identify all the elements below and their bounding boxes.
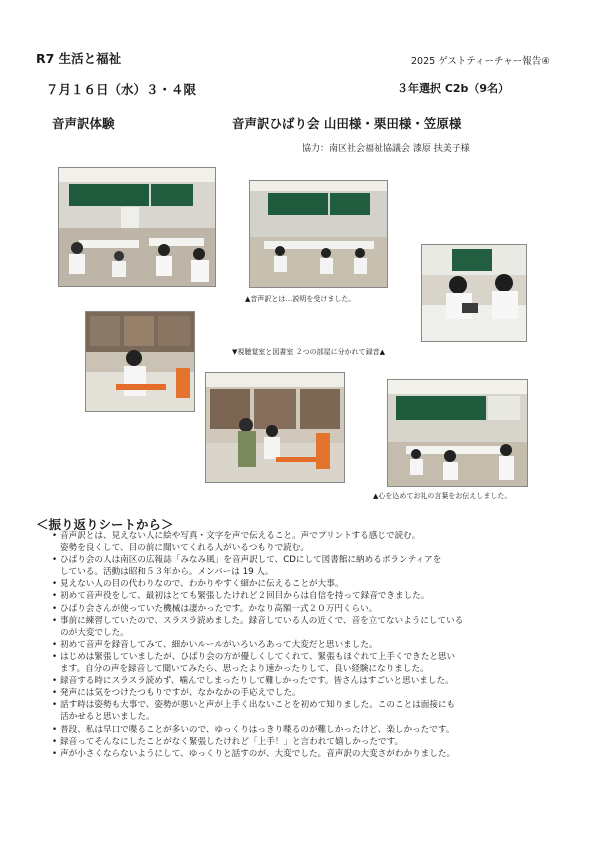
- caption-thanks: ▲心を込めてお礼の言葉をお伝えしました。: [373, 492, 512, 500]
- guest-names: 音声訳ひばり会 山田様・栗田様・笠原様: [232, 116, 462, 131]
- reflection-item: • 話す時は姿勢も大事で、姿勢が悪いと声が上手く出ないことを初めて知りました。このことは面接にも: [52, 699, 562, 711]
- reflection-item: • 見えない人の目の代わりなので、わかりやすく細かに伝えることが大事。: [52, 578, 562, 590]
- photo-classroom-thanks: [387, 379, 528, 487]
- reflection-item: • 普段、私は早口で喋ることが多いので、ゆっくりはっきり喋るのが難しかったけど、楽しかったです。: [52, 724, 562, 736]
- reflection-item: • ひばり会の人は南区の広報誌「みなみ風」を音声訳して、CDにして図書館に納めるボランティアを: [52, 554, 562, 566]
- cooperation-note: 協力：南区社会福祉協議会 漆原 扶美子様: [302, 144, 470, 154]
- reflection-item: • 録音ってそんなにしたことがなく緊張したけれど「上手！」と言われて嬉しかったです。: [52, 736, 562, 748]
- reflection-item: • 初めて音声役をして、最初はとても緊張したけれど２回目からは自信を持って録音できました。: [52, 590, 562, 602]
- reflection-item: • 声が小さくならないようにして、ゆっくりと話すのが、大変でした。音声訳の大変さがわかりました。: [52, 748, 562, 760]
- lesson-date: ７月１６日（水）３・４限: [46, 82, 197, 97]
- reflection-item: • 初めて音声を録音してみて、細かいルールがいろいろあって大変だと思いました。: [52, 639, 562, 651]
- reflection-item: ます。自分の声を録音して聞いてみたら、思ったより速かったりして、良い経験になりました。: [60, 664, 429, 675]
- reflection-item: のが大変でした。: [60, 627, 129, 638]
- reflection-item: • 録音する時にスラスラ読めず、噛んでしまったりして難しかったです。皆さんはすごいと思いました。: [52, 675, 562, 687]
- caption-explanation: ▲音声訳とは…説明を受けました。: [245, 295, 356, 303]
- activity-title: 音声訳体験: [52, 116, 115, 131]
- reflection-item: • はじめは緊張していましたが、ひばり会の方が優しくしてくれて、緊張もほぐれて上手くできたと思い: [52, 651, 562, 663]
- reflection-list: [52, 530, 562, 760]
- reflection-title: ＜振り返りシートから＞: [36, 517, 174, 532]
- photo-recording-closeup: [421, 244, 527, 342]
- reflection-item: • 音声訳とは、見えない人に絵や写真・文字を声で伝えること。声でプリントする感じで読む。: [52, 530, 562, 542]
- reflection-item: している。活動は昭和５３年から。メンバーは 19 人。: [60, 567, 274, 578]
- course-title: R7 生活と福祉: [36, 51, 122, 66]
- photo-library-recording: [85, 311, 195, 412]
- reflection-item: 姿勢を良くして、目の前に聞いてくれる人がいるつもりで読む。: [60, 543, 309, 554]
- reflection-item: 活かせると思いました。: [60, 712, 155, 723]
- caption-two-rooms: ▼視聴覚室と図書室 ２つの部屋に分かれて録音▲: [232, 348, 385, 356]
- report-label: 2025 ゲストティーチャー報告④: [411, 56, 550, 67]
- class-info: ３年選択 C2b（9名）: [397, 82, 510, 95]
- reflection-item: • 事前に練習していたので、スラスラ読めました。録音している人の近くで、音を立てないようにしている: [52, 615, 562, 627]
- photo-library-room: [205, 372, 345, 483]
- reflection-item: • 発声には気をつけたつもりですが、なかなかの手応えでした。: [52, 687, 562, 699]
- photo-classroom-students: [58, 167, 216, 287]
- photo-explanation: [249, 180, 388, 288]
- reflection-item: • ひばり会さんが使っていた機械は凄かったです。かなり高額一式２０万円くらい。: [52, 603, 562, 615]
